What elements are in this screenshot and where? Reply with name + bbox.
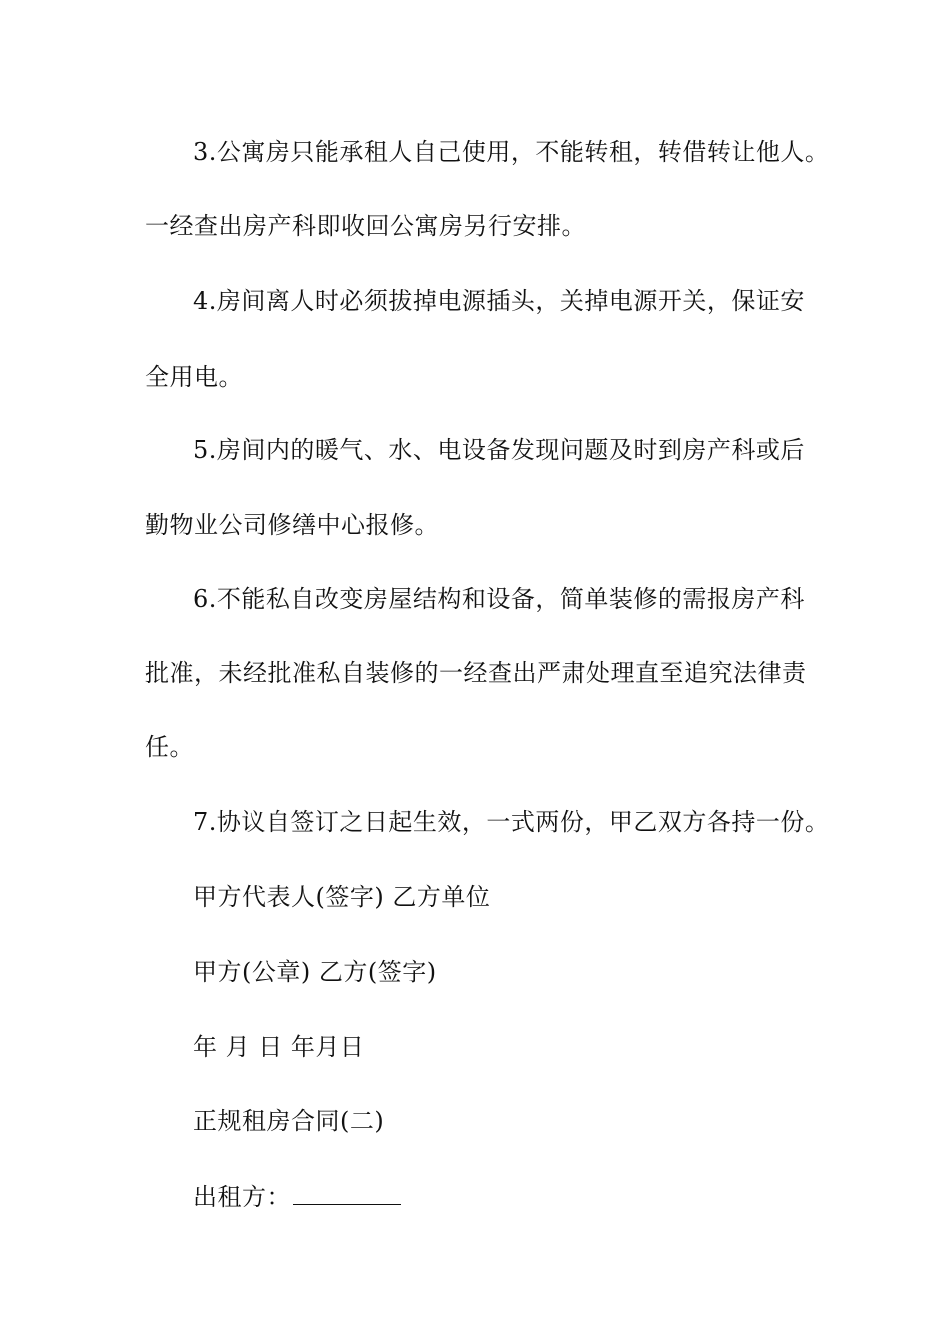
clause-4-line-2: 全用电。 <box>145 363 243 391</box>
date-line: 年 月 日 年月日 <box>193 1033 365 1061</box>
clause-3-line-2: 一经查出房产科即收回公寓房另行安排。 <box>145 212 586 240</box>
clause-5-line-2: 勤物业公司修缮中心报修。 <box>145 511 439 539</box>
clause-4-line-1: 4.房间离人时必须拔掉电源插头，关掉电源开关，保证安 <box>193 287 805 315</box>
clause-6-line-3: 任。 <box>145 733 194 761</box>
clause-5-line-1: 5.房间内的暖气、水、电设备发现问题及时到房产科或后 <box>193 436 805 464</box>
clause-7-line-1: 7.协议自签订之日起生效，一式两份，甲乙双方各持一份。 <box>193 808 830 836</box>
lessor-blank-field <box>293 1182 401 1205</box>
lessor-line <box>193 1181 401 1213</box>
lessor-label: 出租方： <box>193 1183 291 1211</box>
signature-line-1: 甲方代表人(签字) 乙方单位 <box>193 883 491 911</box>
next-contract-title: 正规租房合同(二) <box>193 1107 385 1135</box>
clause-6-line-1: 6.不能私自改变房屋结构和设备，简单装修的需报房产科 <box>193 585 805 613</box>
clause-3-line-1: 3.公寓房只能承租人自己使用，不能转租，转借转让他人。 <box>193 138 830 166</box>
signature-line-2: 甲方(公章) 乙方(签字) <box>193 958 437 986</box>
clause-6-line-2: 批准，未经批准私自装修的一经查出严肃处理直至追究法律责 <box>145 659 807 687</box>
